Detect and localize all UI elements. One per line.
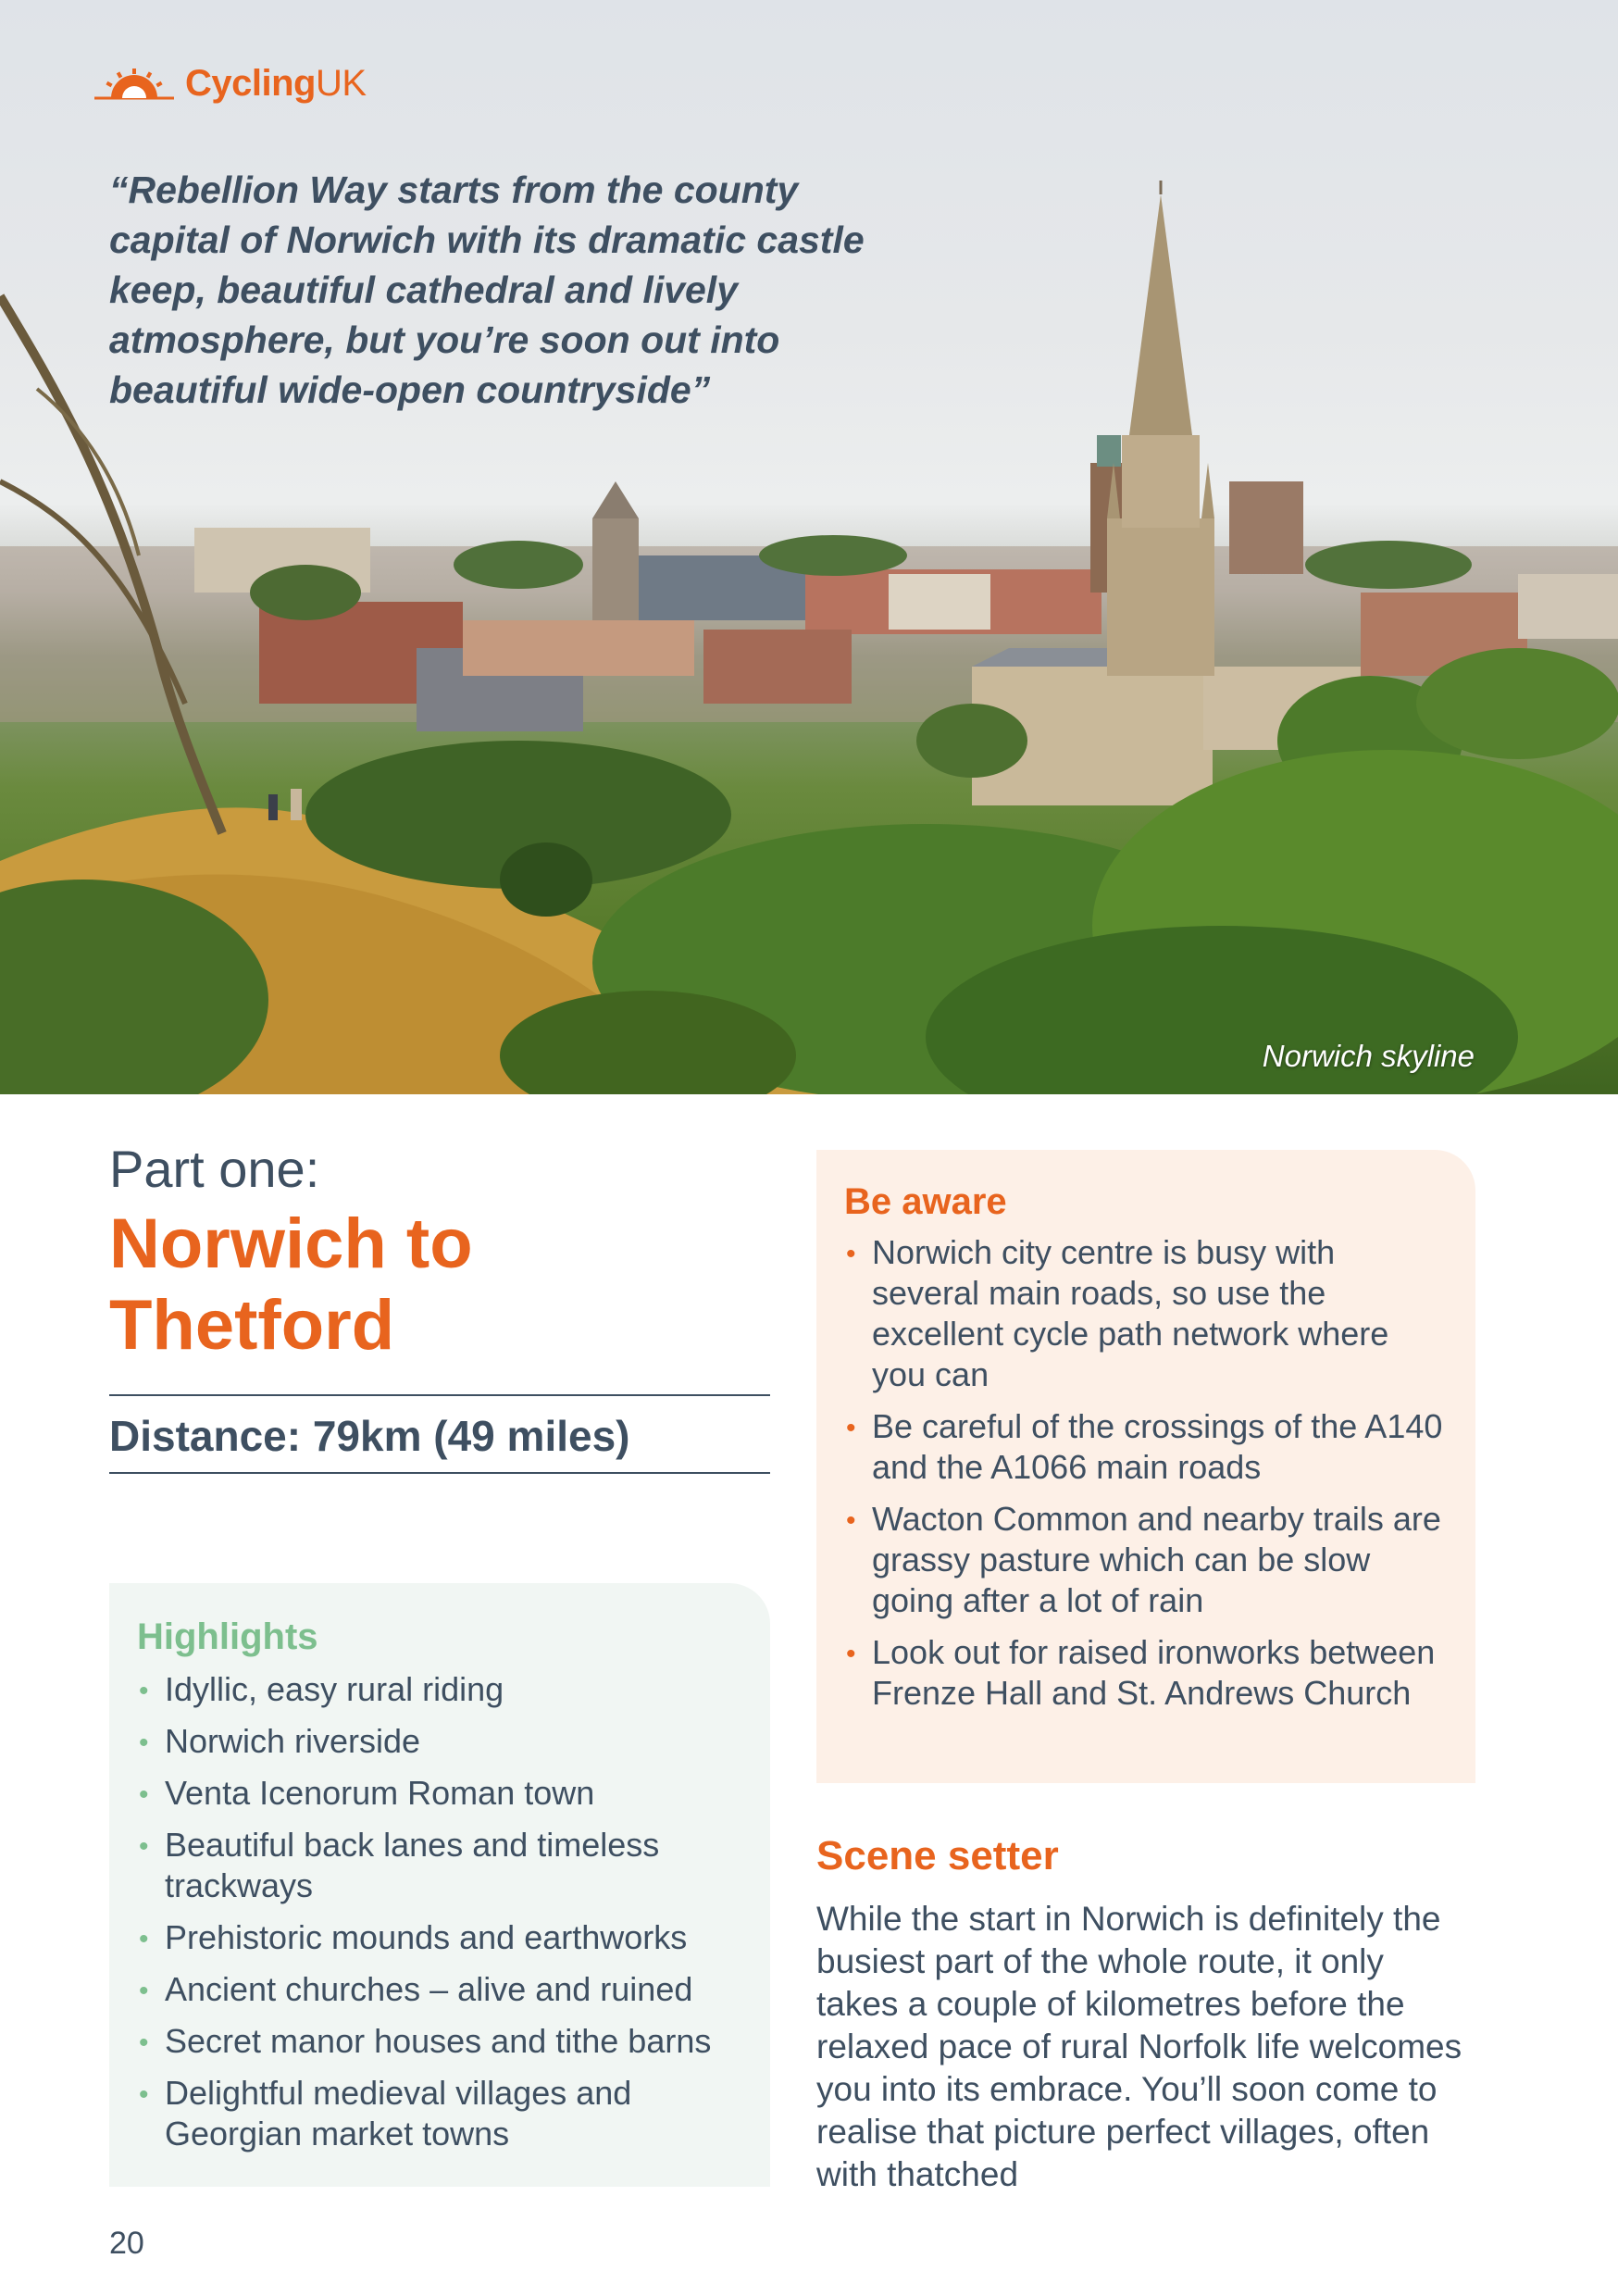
brand-name: CyclingUK: [185, 63, 367, 104]
highlights-heading: Highlights: [137, 1616, 318, 1657]
bullet-icon: •: [846, 1239, 856, 1269]
photo-caption: Norwich skyline: [1262, 1039, 1475, 1073]
bullet-icon: •: [139, 1976, 149, 2006]
bullet-icon: •: [846, 1413, 856, 1443]
part-label: Part one:: [109, 1140, 320, 1198]
list-item: • Secret manor houses and tithe barns: [137, 2021, 742, 2062]
list-item: • Beautiful back lanes and timeless trackways: [139, 1826, 660, 1904]
bullet-icon: •: [139, 1779, 149, 1810]
divider-bottom: [109, 1472, 770, 1474]
bullet-icon: •: [846, 1505, 856, 1536]
bullet-icon: •: [139, 1924, 149, 1954]
section-title: [109, 1204, 776, 1366]
highlights-list: [137, 1669, 742, 2154]
list-item: • Norwich city centre is busy with several main roads, so use the excellent cycle path network where you can: [846, 1233, 1389, 1393]
divider-top: [109, 1394, 770, 1396]
bullet-icon: •: [139, 2028, 149, 2058]
bullet-icon: •: [139, 1676, 149, 1706]
list-item: • Wacton Common and nearby trails are grassy pasture which can be slow going after a lot of rain: [846, 1500, 1441, 1619]
page-number: 20: [109, 2226, 144, 2261]
be-aware-list: [844, 1232, 1448, 1714]
be-aware-heading: Be aware: [844, 1181, 1007, 1222]
bullet-icon: •: [139, 2079, 149, 2110]
bullet-icon: •: [139, 1728, 149, 1758]
distance: Distance: 79km (49 miles): [109, 1412, 630, 1460]
scene-setter-heading: Scene setter: [816, 1833, 1059, 1878]
list-item: • Norwich riverside: [137, 1721, 742, 1762]
sun-chainring-icon: [93, 69, 176, 100]
be-aware-box: [816, 1150, 1475, 1783]
list-item: • Be careful of the crossings of the A140 and the A1066 main roads: [846, 1407, 1443, 1486]
list-item: • Look out for raised ironworks between Frenze Hall and St. Andrews Church: [846, 1633, 1436, 1712]
scene-setter-text: While the start in Norwich is definitely the busiest part of the whole route, it only takes a couple of kilometres before the relaxed pace of rural Norfolk life welcomes you into its embrace. You’ll soon come to realise that picture perfect villages, often with thatched: [816, 1900, 1462, 2193]
list-item: • Venta Icenorum Roman town: [137, 1773, 742, 1814]
list-item: • Ancient churches – alive and ruined: [137, 1969, 742, 2010]
pull-quote: “Rebellion Way starts from the county capital of Norwich with its dramatic castle keep, beautiful cathedral and lively atmosphere, but you’re soon out into beautiful wide-open countryside”: [109, 168, 865, 411]
bullet-icon: •: [846, 1639, 856, 1669]
section-title-line-2: Thetford: [109, 1286, 395, 1365]
list-item: • Idyllic, easy rural riding: [137, 1669, 742, 1710]
list-item: • Prehistoric mounds and earthworks: [137, 1917, 742, 1958]
section-title-line-1: Norwich to: [109, 1204, 473, 1283]
hero-photo: [0, 0, 1618, 1094]
list-item: • Delightful medieval villages and Georgian market towns: [139, 2074, 632, 2152]
highlights-box: [109, 1583, 770, 2187]
bullet-icon: •: [139, 1831, 149, 1862]
cycling-uk-logo: [93, 63, 367, 105]
